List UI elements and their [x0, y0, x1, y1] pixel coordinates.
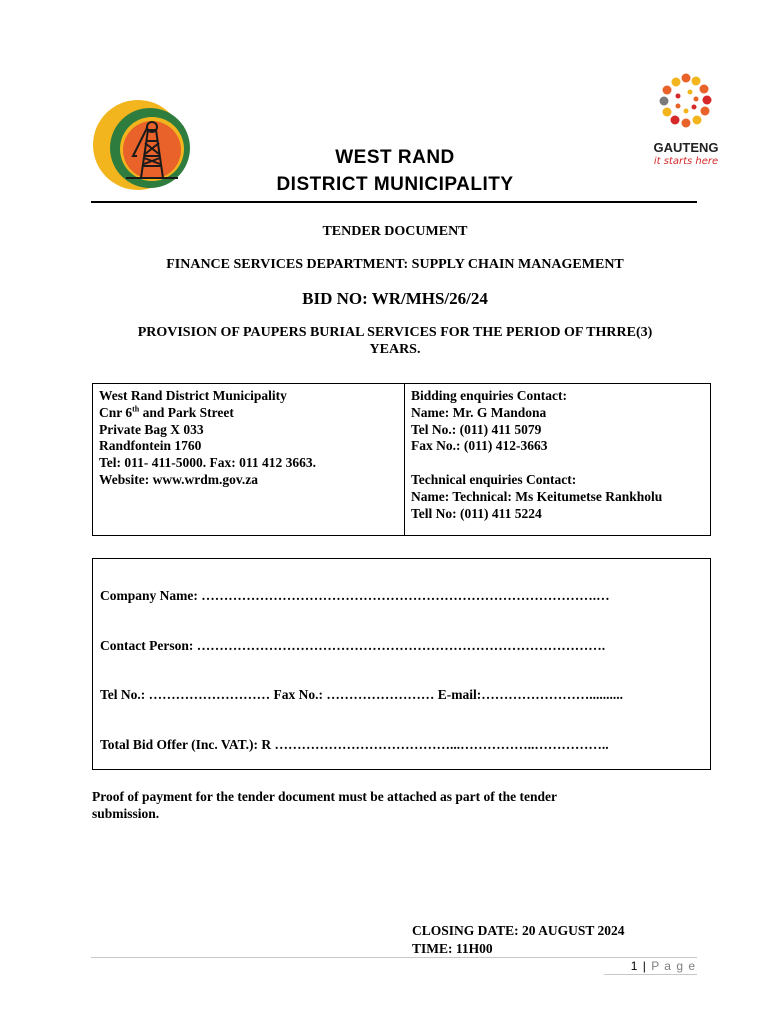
page-number-value: 1 [630, 959, 639, 973]
page-number [560, 959, 696, 973]
total-bid-offer-field[interactable]: Total Bid Offer (Inc. VAT.): R …………………………………...……………..…………….. [100, 737, 609, 752]
gauteng-dots-icon [636, 72, 736, 140]
department: FINANCE SERVICES DEPARTMENT: SUPPLY CHAIN MANAGEMENT [166, 257, 624, 272]
gauteng-logo [636, 72, 736, 172]
description-line2: YEARS. [369, 342, 421, 357]
address-website: Website: www.wrdm.gov.za [99, 471, 258, 487]
footer-divider [91, 957, 697, 958]
document-type: TENDER DOCUMENT [322, 224, 468, 239]
org-title-line2: DISTRICT MUNICIPALITY [276, 174, 514, 195]
technical-contact-name: Name: Technical: Ms Keitumetse Rankholu [411, 488, 663, 504]
description-line1: PROVISION OF PAUPERS BURIAL SERVICES FOR THE PERIOD OF THRRE(3) [137, 325, 653, 340]
proof-line2: submission. [92, 806, 160, 821]
technical-enquiries-heading: Technical enquiries Contact: [411, 471, 577, 487]
bidding-contact-fax: Fax No.: (011) 412-3663 [411, 438, 548, 454]
gauteng-name: GAUTENG [653, 140, 719, 155]
address-line: Cnr 6th and Park Street [99, 404, 234, 420]
address-line: Private Bag X 033 [99, 421, 204, 437]
page-label: P a g e [651, 959, 696, 973]
bid-number: BID NO: WR/MHS/26/24 [302, 289, 488, 308]
page-separator: | [642, 959, 647, 973]
page-number-underline [604, 974, 697, 975]
org-title [200, 144, 590, 198]
header-divider [91, 201, 697, 203]
closing-info [412, 922, 625, 958]
tel-fax-email-field[interactable]: Tel No.: ……………………… Fax No.: …………………… E-mail:…………………….......... [100, 687, 623, 702]
bidding-contact-name: Name: Mr. G Mandona [411, 404, 547, 420]
proof-line1: Proof of payment for the tender document must be attached as part of the tender [92, 789, 557, 804]
technical-contact-tel: Tell No: (011) 411 5224 [411, 505, 542, 521]
contact-table [92, 383, 711, 536]
bidding-enquiries-heading: Bidding enquiries Contact: [411, 388, 568, 403]
enquiries-contacts [405, 384, 710, 535]
address-phone: Tel: 011- 411-5000. Fax: 011 412 3663. [99, 455, 317, 471]
address-line: Randfontein 1760 [99, 438, 202, 454]
tender-description [80, 324, 710, 358]
municipality-address [93, 384, 405, 535]
gauteng-tagline: it starts here [653, 156, 719, 167]
org-title-line1: WEST RAND [335, 147, 455, 168]
wrdm-logo [86, 96, 206, 192]
contact-person-field[interactable]: Contact Person: ………………………………………………………………………………. [100, 638, 606, 653]
bidder-details-form [92, 558, 711, 770]
address-line: West Rand District Municipality [99, 388, 287, 403]
bidding-contact-tel: Tel No.: (011) 411 5079 [411, 421, 542, 437]
closing-time: TIME: 11H00 [412, 941, 493, 956]
company-name-field[interactable]: Company Name: …………………………………………………………………………….… [100, 588, 610, 603]
closing-date: CLOSING DATE: 20 AUGUST 2024 [412, 923, 625, 938]
proof-of-payment-notice [92, 788, 692, 822]
